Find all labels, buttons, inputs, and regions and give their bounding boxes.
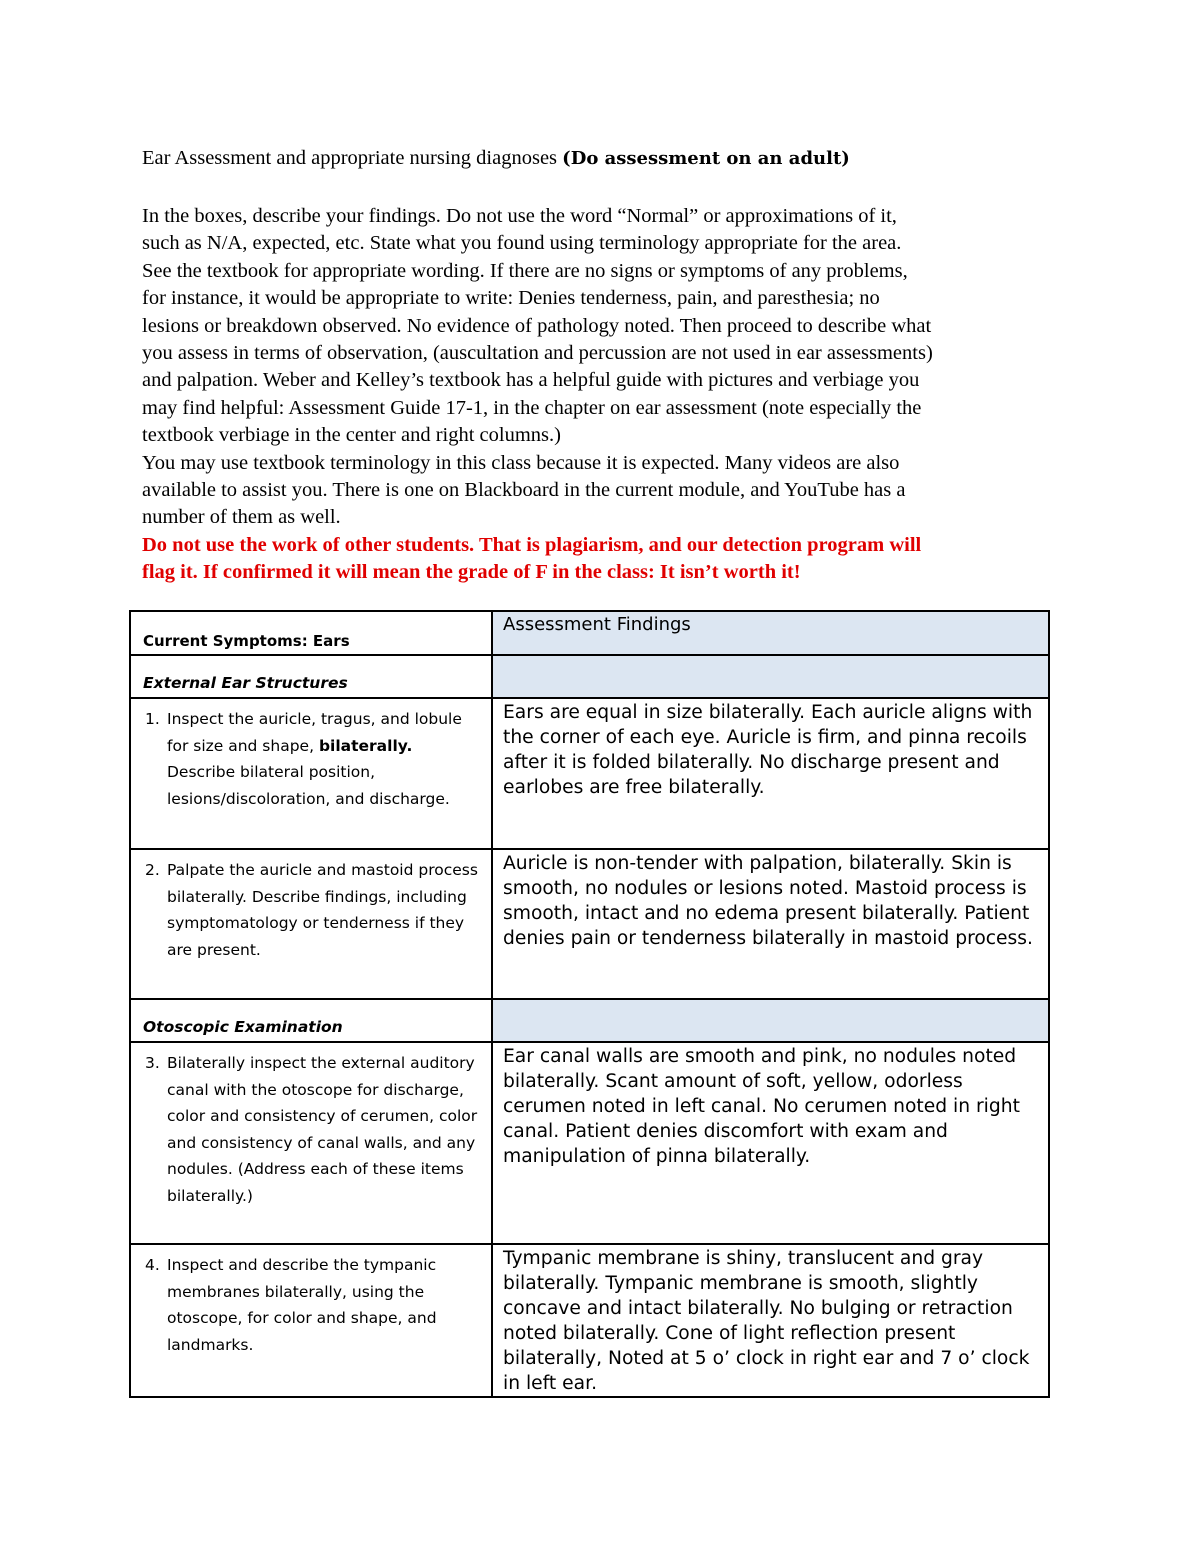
finding-cell	[492, 849, 1049, 999]
instruction-line: textbook verbiage in the center and right columns.)	[142, 424, 561, 447]
finding-text: Ears are equal in size bilaterally. Each auricle aligns with the corner of each eye. Auricle is firm, and pinna recoils after it is folded bilaterally. No discharge present and earlobes are free bilaterally.	[503, 702, 1033, 798]
plagiarism-warning-line: flag it. If confirmed it will mean the grade of F in the class: It isn’t worth it!	[142, 561, 801, 584]
title-paren-close: )	[841, 148, 850, 169]
item-number: 4.	[145, 1256, 160, 1274]
instruction-line: See the textbook for appropriate wording. If there are no signs or symptoms of any problems,	[142, 259, 908, 282]
instruction-line: for instance, it would be appropriate to write: Denies tenderness, pain, and paresthesia; no	[142, 287, 880, 310]
symptom-item	[131, 1245, 491, 1362]
instruction-line: You may use textbook terminology in this class because it is expected. Many videos are also	[142, 451, 900, 474]
table-row	[130, 849, 1049, 999]
item-number: 2.	[145, 861, 160, 879]
section-external-label: External Ear Structures	[143, 674, 348, 692]
symptom-item	[131, 1043, 491, 1213]
instruction-line: In the boxes, describe your findings. Do not use the word “Normal” or approximations of it,	[142, 205, 897, 227]
title-emphasis: Do assessment on an adult	[570, 148, 842, 169]
item-number: 3.	[145, 1054, 160, 1072]
section-row-otoscopic	[130, 999, 1049, 1042]
header-symptoms-cell	[130, 611, 492, 655]
table-row	[130, 698, 1049, 849]
title-plain: Ear Assessment and appropriate nursing diagnoses	[142, 147, 563, 169]
item-text: Bilaterally inspect the external auditory canal with the otoscope for discharge, color and consistency of cerumen, color and consistency of canal walls, and any nodules. (Address each of these items bilaterally.)	[167, 1054, 478, 1205]
finding-cell	[492, 1042, 1049, 1244]
header-symptoms-label: Current Symptoms: Ears	[143, 632, 350, 650]
item-text: Inspect and describe the tympanic membranes bilaterally, using the otoscope, for color and shape, and landmarks.	[167, 1256, 437, 1354]
table-row	[130, 1244, 1049, 1397]
instructions	[142, 203, 1077, 586]
header-findings-label: Assessment Findings	[493, 612, 1048, 654]
assessment-table	[129, 610, 1050, 1398]
plagiarism-warning-line: Do not use the work of other students. That is plagiarism, and our detection program will	[142, 533, 922, 556]
item-text-after: Describe bilateral position, lesions/discoloration, and discharge.	[167, 763, 450, 808]
symptom-cell	[130, 1042, 492, 1244]
table-row	[130, 1042, 1049, 1244]
section-shaded-cell	[492, 655, 1049, 698]
document-title	[142, 143, 1082, 174]
instruction-line: number of them as well.	[142, 506, 341, 529]
section-label-cell	[130, 999, 492, 1042]
finding-text: Auricle is non-tender with palpation, bilaterally. Skin is smooth, no nodules or lesions noted. Mastoid process is smooth, intact and no edema present bilaterally. Patient denies pain or tenderness bilaterally in mastoid process.	[503, 853, 1033, 949]
section-label-cell	[130, 655, 492, 698]
instruction-line: you assess in terms of observation, (auscultation and percussion are not used in ear assessments)	[142, 341, 933, 364]
header-findings-cell	[492, 611, 1049, 655]
symptom-item	[131, 850, 491, 967]
symptom-item	[131, 699, 491, 816]
item-text: Inspect the auricle, tragus, and lobule for size and shape,	[167, 710, 462, 755]
section-otoscopic-label: Otoscopic Examination	[143, 1018, 343, 1036]
symptom-cell	[130, 698, 492, 849]
instruction-line: and palpation. Weber and Kelley’s textbook has a helpful guide with pictures and verbiage you	[142, 369, 920, 392]
section-row-external	[130, 655, 1049, 698]
section-shaded-cell	[492, 999, 1049, 1042]
finding-cell	[492, 698, 1049, 849]
item-text-bold: bilaterally.	[318, 736, 413, 755]
symptom-cell	[130, 1244, 492, 1397]
instruction-line: available to assist you. There is one on Blackboard in the current module, and YouTube has a	[142, 478, 906, 501]
symptom-cell	[130, 849, 492, 999]
item-number: 1.	[145, 710, 160, 728]
title-paren-open: (	[562, 148, 571, 169]
item-text: Palpate the auricle and mastoid process bilaterally. Describe findings, including symptomatology or tenderness if they are present.	[167, 861, 478, 959]
finding-text: Ear canal walls are smooth and pink, no nodules noted bilaterally. Scant amount of soft, yellow, odorless cerumen noted in left canal. No cerumen noted in right canal. Patient denies discomfort with exam and manipulation of pinna bilaterally.	[503, 1046, 1020, 1167]
table-header-row	[130, 611, 1049, 655]
instruction-line: such as N/A, expected, etc. State what you found using terminology appropriate for the area.	[142, 232, 902, 255]
finding-text: Tympanic membrane is shiny, translucent and gray bilaterally. Tympanic membrane is smooth, slightly concave and intact bilaterally. No bulging or retraction noted bilaterally. Cone of light reflection present bilaterally, Noted at 5 o’ clock in right ear and 7 o’ clock in left ear.	[503, 1248, 1030, 1394]
instruction-line: lesions or breakdown observed. No evidence of pathology noted. Then proceed to describe what	[142, 314, 932, 337]
finding-cell	[492, 1244, 1049, 1397]
instruction-line: may find helpful: Assessment Guide 17-1, in the chapter on ear assessment (note especially the	[142, 396, 922, 419]
